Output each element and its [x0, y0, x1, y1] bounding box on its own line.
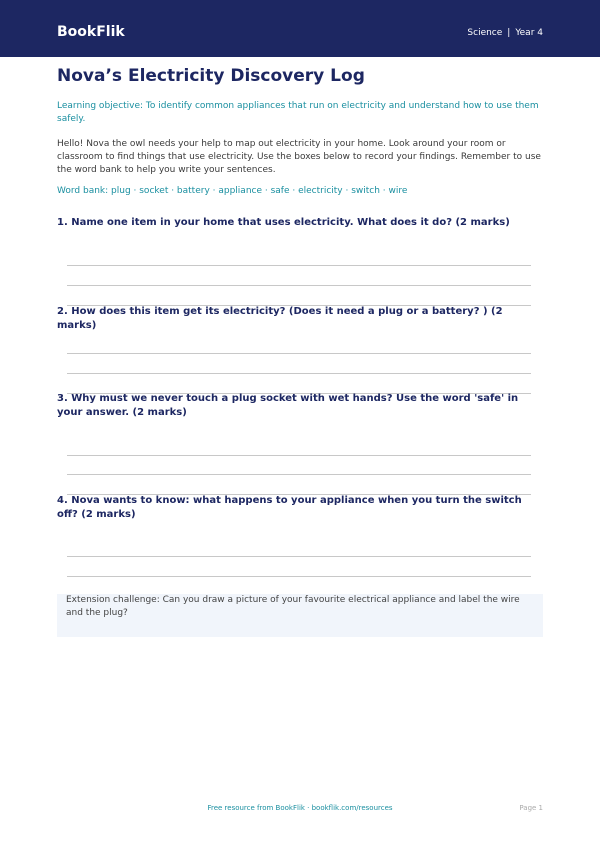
answer-line[interactable]	[67, 455, 531, 456]
learning-objective: Learning objective: To identify common appliances that run on electricity and understand how to use them safely.	[57, 101, 539, 124]
page-number: Page 1	[519, 804, 543, 812]
answer-line[interactable]	[67, 576, 531, 577]
answer-line[interactable]	[67, 285, 531, 286]
answer-line[interactable]	[67, 353, 531, 354]
subject-label: Science	[467, 28, 503, 38]
year-label: Year 4	[515, 28, 543, 38]
page-title: Nova’s Electricity Discovery Log	[57, 66, 365, 86]
question-4: 4. Nova wants to know: what happens to your appliance when you turn the switch off? (2 marks)	[57, 495, 522, 520]
word-bank: Word bank: plug · socket · battery · appliance · safe · electricity · switch · wire	[57, 186, 408, 196]
intro-text: Hello! Nova the owl needs your help to map out electricity in your home. Look around your room or classroom to find things that use electricity. Use the boxes below to record your findings. Remember to use the word bank to help you write your sentences.	[57, 139, 541, 175]
question-2: 2. How does this item get its electricity? (Does it need a plug or a battery? ) (2 marks)	[57, 306, 503, 331]
page-header	[0, 0, 600, 57]
extension-challenge-text: Extension challenge: Can you draw a picture of your favourite electrical appliance and label the wire and the plug?	[66, 595, 520, 618]
page-footer	[0, 803, 600, 815]
extension-challenge-box	[57, 594, 543, 637]
brand-logo: BookFlik	[57, 24, 125, 40]
meta-separator: |	[507, 28, 511, 38]
answer-line[interactable]	[67, 373, 531, 374]
answer-line[interactable]	[67, 474, 531, 475]
question-3: 3. Why must we never touch a plug socket with wet hands? Use the word 'safe' in your answer. (2 marks)	[57, 393, 519, 418]
answer-line[interactable]	[67, 265, 531, 266]
answer-line[interactable]	[67, 556, 531, 557]
question-1: 1. Name one item in your home that uses electricity. What does it do? (2 marks)	[57, 217, 510, 228]
subject-year	[467, 27, 543, 39]
footer-source-link[interactable]: Free resource from BookFlik · bookflik.com/resources	[207, 804, 393, 812]
